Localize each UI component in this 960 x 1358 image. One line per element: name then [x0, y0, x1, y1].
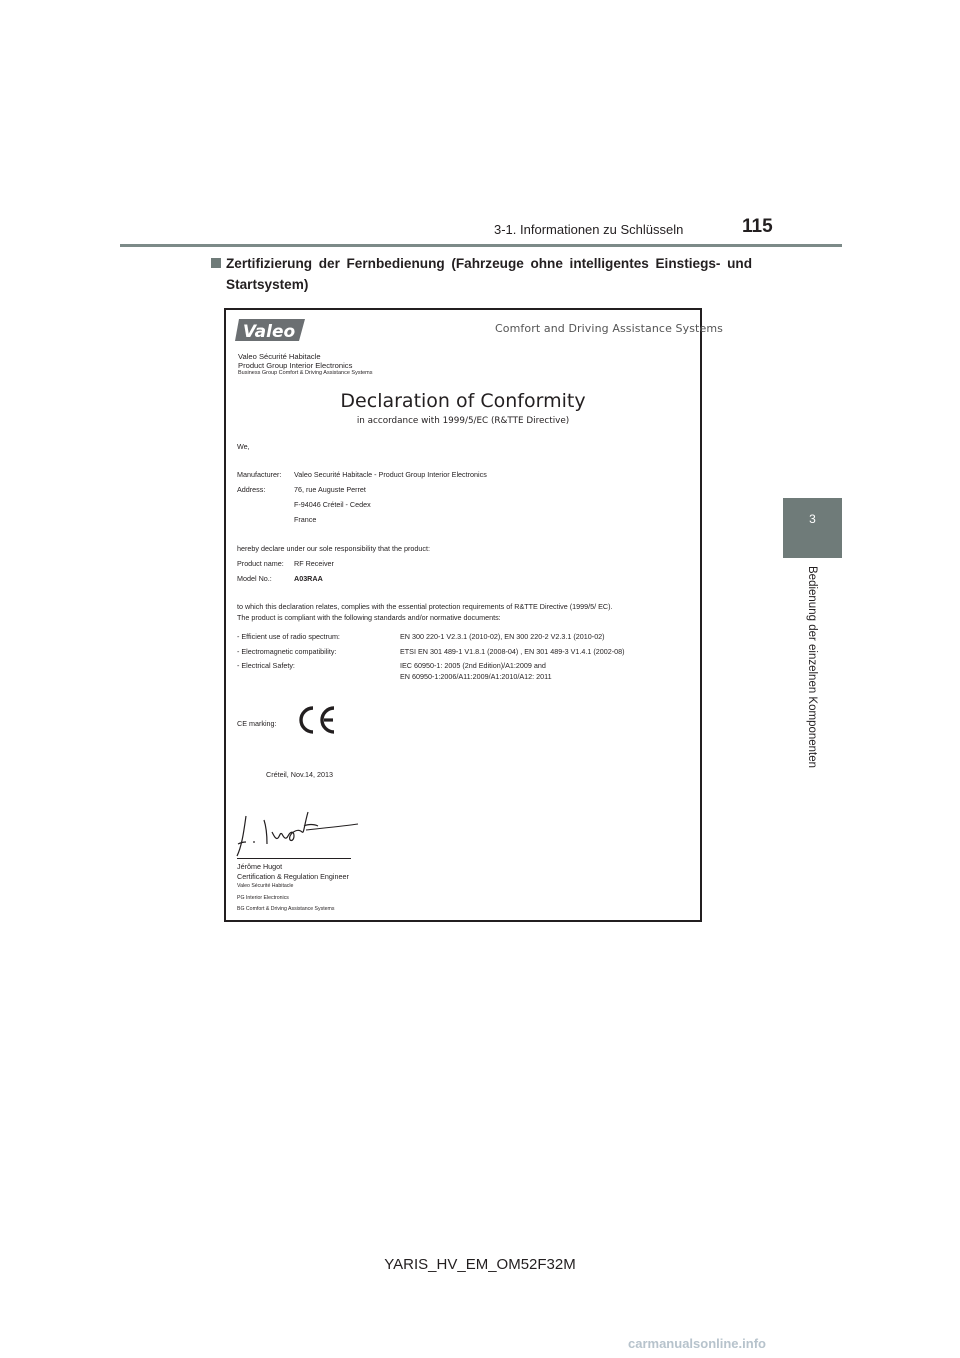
chapter-title: Bedienung der einzelnen Komponenten [806, 566, 818, 769]
signer-org: BG Comfort & Driving Assistance Systems [237, 906, 335, 912]
standard-value: ETSI EN 301 489-1 V1.8.1 (2008-04) , EN 301 489-3 V1.4.1 (2002-08) [400, 647, 625, 656]
address-line: F-94046 Créteil - Cedex [294, 500, 371, 509]
we-label: We, [237, 442, 250, 451]
address-line: France [294, 515, 317, 524]
signer-name: Jérôme Hugot [237, 862, 283, 871]
chapter-tab [783, 498, 842, 558]
standard-value: IEC 60950-1: 2005 (2nd Edition)/A1:2009 and [400, 661, 546, 670]
product-value: RF Receiver [294, 559, 334, 568]
chapter-number: 3 [809, 512, 816, 526]
product-label: Product name: [237, 559, 284, 568]
ce-label: CE marking: [237, 719, 277, 728]
declare-text: hereby declare under our sole responsibility that the product: [237, 544, 430, 553]
svg-text:Valeo: Valeo [242, 322, 296, 342]
standard-label: - Efficient use of radio spectrum: [237, 632, 340, 641]
standard-label: - Electromagnetic compatibility: [237, 647, 337, 656]
model-label: Model No.: [237, 574, 272, 583]
declaration-of-conformity-image [224, 308, 723, 922]
signature-line [237, 858, 351, 859]
compliance-line: The product is compliant with the following standards and/or normative documents: [237, 613, 501, 622]
model-value: A03RAA [294, 574, 323, 583]
valeo-logo [235, 316, 307, 344]
standard-value: EN 300 220-1 V2.3.1 (2010-02), EN 300 220-2 V2.3.1 (2010-02) [400, 632, 605, 641]
signer-org: PG Interior Electronics [237, 895, 289, 901]
certificate-tagline: Comfort and Driving Assistance Systems [495, 322, 723, 335]
org-line: Business Group Comfort & Driving Assistance Systems [238, 370, 373, 376]
page-number: 115 [742, 216, 773, 237]
ce-mark-icon [296, 704, 338, 736]
address-line: 76, rue Auguste Perret [294, 485, 366, 494]
section-heading: Zertifizierung der Fernbedienung (Fahrzeuge ohne intelligentes Einstiegs- und Startsystem) [226, 256, 752, 292]
header-section-title: 3-1. Informationen zu Schlüsseln [494, 222, 684, 237]
signer-title: Certification & Regulation Engineer [237, 872, 349, 881]
standard-label: - Electrical Safety: [237, 661, 295, 670]
standard-value: EN 60950-1:2006/A11:2009/A1:2010/A12: 2011 [400, 672, 552, 681]
chapter-title-wrap [800, 566, 822, 796]
manufacturer-value: Valeo Securité Habitacle - Product Group Interior Electronics [294, 470, 487, 479]
signer-org: Valeo Sécurité Habitacle [237, 883, 294, 889]
address-label: Address: [237, 485, 266, 494]
header-rule [120, 244, 842, 247]
certificate-subtitle: in accordance with 1999/5/EC (R&TTE Directive) [356, 416, 570, 426]
manual-code: YARIS_HV_EM_OM52F32M [384, 1256, 576, 1273]
org-line: Valeo Sécurité Habitacle [238, 352, 321, 361]
certificate-title: Declaration of Conformity [340, 390, 586, 412]
compliance-line: to which this declaration relates, complies with the essential protection requirements of R&TTE Directive (1999/5/ EC). [237, 602, 613, 611]
manufacturer-label: Manufacturer: [237, 470, 282, 479]
org-line: Product Group Interior Electronics [238, 361, 353, 370]
watermark: carmanualsonline.info [628, 1336, 766, 1351]
section-bullet-icon [211, 258, 221, 268]
place-date: Créteil, Nov.14, 2013 [266, 770, 333, 779]
handwritten-signature [234, 802, 364, 860]
